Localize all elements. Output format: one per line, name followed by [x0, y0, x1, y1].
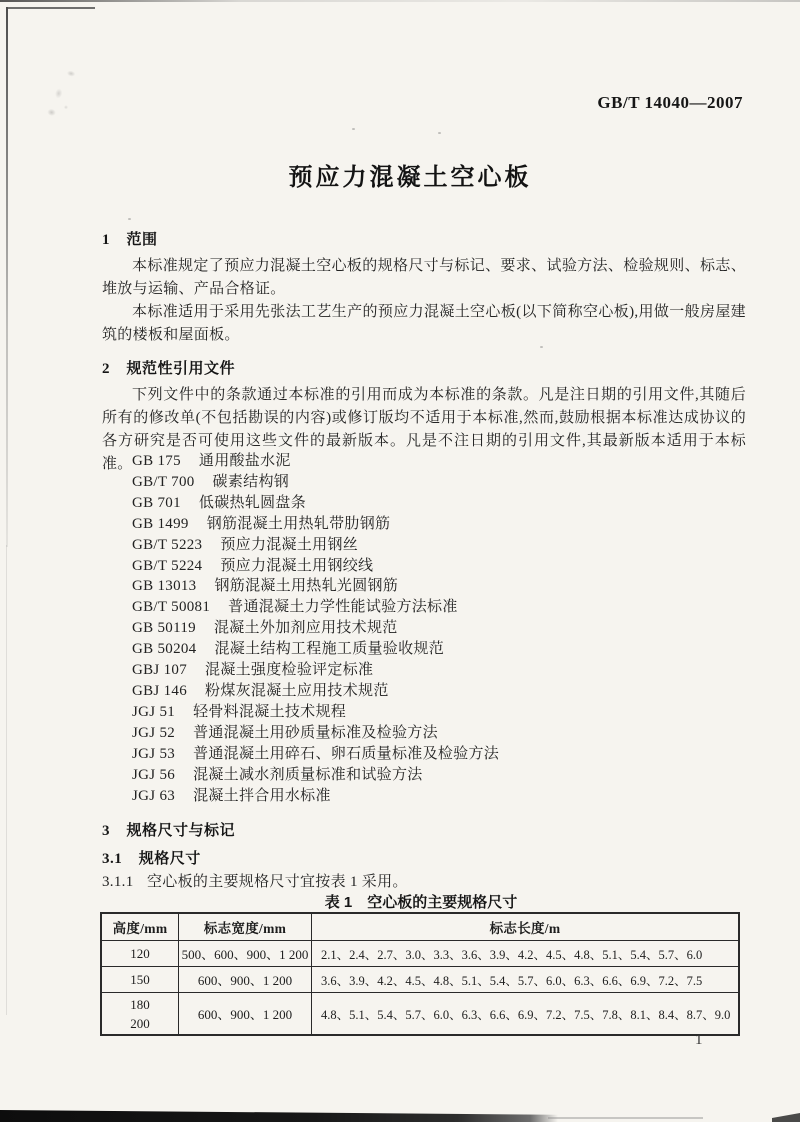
reference-title: 钢筋混凝土用热轧带肋钢筋: [206, 515, 391, 532]
cell-width: 500、600、900、1 200: [179, 941, 312, 967]
reference-title: 预应力混凝土用钢丝: [220, 536, 359, 553]
section-3-title: 规格尺寸与标记: [126, 822, 236, 839]
table-1-caption-text: 空心板的主要规格尺寸: [367, 894, 518, 911]
reference-code: GB 175: [132, 453, 181, 469]
reference-title: 通用酸盐水泥: [198, 453, 291, 469]
table-row: [101, 967, 739, 993]
column-header-width: 标志宽度/mm: [179, 913, 312, 941]
reference-code: GB/T 700: [132, 473, 195, 490]
cell-height: [101, 993, 179, 1036]
reference-code: GB/T 5223: [132, 536, 203, 553]
cell-length: 3.6、3.9、4.2、4.5、4.8、5.1、5.4、5.7、6.0、6.3、6.6、6.9、7.2、7.5: [312, 967, 740, 993]
section-3-1-number: 3.1: [102, 851, 123, 867]
clause-3-1-1: [102, 870, 746, 891]
scan-top-edge-artifact: [0, 0, 800, 2]
column-header-length: 标志长度/m: [312, 913, 740, 941]
scan-speck: [438, 132, 441, 134]
clause-3-1-1-number: 3.1.1: [102, 874, 134, 890]
section-2-heading: [102, 357, 235, 378]
reference-code: GB 50204: [132, 641, 197, 658]
reference-code: GB/T 50081: [132, 599, 211, 616]
reference-item: [132, 618, 732, 639]
clause-3-1-1-text: 空心板的主要规格尺寸宜按表 1 采用。: [147, 874, 408, 890]
reference-code: JGJ 53: [132, 745, 176, 762]
reference-code: GB 1499: [132, 515, 189, 532]
cell-height: [101, 941, 179, 967]
reference-item: [132, 472, 732, 493]
section-3-1-heading: [102, 847, 201, 868]
reference-item: [132, 639, 732, 660]
reference-code: JGJ 56: [132, 766, 176, 783]
height-value: 150: [130, 972, 150, 987]
section-1-number: 1: [102, 232, 110, 248]
reference-code: GBJ 107: [132, 662, 188, 679]
reference-title: 轻骨料混凝土技术规程: [193, 703, 347, 720]
table1-body: [101, 941, 739, 1036]
reference-item: [132, 723, 732, 744]
references-list: [132, 451, 732, 806]
table-header-row: [101, 913, 739, 941]
scan-smudge-artifact: [39, 62, 82, 133]
section-1-heading: [102, 228, 158, 249]
reference-title: 普通混凝土用砂质量标准及检验方法: [193, 724, 438, 741]
reference-title: 普通混凝土力学性能试验方法标准: [228, 599, 458, 616]
reference-item: [132, 786, 732, 807]
reference-item: [132, 535, 732, 556]
reference-code: GBJ 146: [132, 682, 188, 699]
reference-code: GB 50119: [132, 620, 196, 637]
scan-speck: [352, 128, 355, 130]
scan-corner-line-vertical: [6, 7, 8, 547]
reference-item: [132, 744, 732, 765]
scan-corner-line-horizontal: [7, 7, 95, 9]
reference-code: JGJ 51: [132, 703, 176, 720]
reference-title: 粉煤灰混凝土应用技术规范: [205, 682, 389, 699]
scan-bottom-band-artifact: [0, 1110, 558, 1122]
reference-item: [132, 451, 732, 472]
page-number: 1: [695, 1032, 703, 1048]
scope-paragraph-2: 本标准适用于采用先张法工艺生产的预应力混凝土空心板(以下简称空心板),用做一般房屋建筑的楼板和屋面板。: [102, 304, 746, 343]
table-row: [101, 941, 739, 967]
cell-width: 600、900、1 200: [179, 967, 312, 993]
reference-title: 混凝土拌合用水标准: [193, 787, 331, 804]
section-3-number: 3: [102, 823, 110, 839]
reference-title: 低碳热轧圆盘条: [198, 494, 306, 511]
section-1-title: 范围: [126, 231, 158, 248]
cell-height: [101, 967, 179, 993]
section-3-heading: [102, 819, 235, 840]
reference-title: 钢筋混凝土用热轧光圆钢筋: [214, 578, 399, 595]
cell-length: 2.1、2.4、2.7、3.0、3.3、3.6、3.9、4.2、4.5、4.8、5.1、5.4、5.7、6.0: [312, 941, 740, 967]
cell-width: 600、900、1 200: [179, 993, 312, 1036]
table-row: [101, 993, 739, 1036]
column-header-height: 高度/mm: [101, 913, 179, 941]
reference-title: 混凝土减水剂质量标准和试验方法: [193, 766, 423, 783]
reference-title: 混凝土强度检验评定标准: [205, 662, 374, 679]
scan-bottom-line-artifact: [548, 1117, 703, 1119]
table-1-specifications: [100, 912, 740, 1036]
table-1-caption: [102, 891, 740, 912]
reference-item: [132, 514, 732, 535]
reference-item: [132, 765, 732, 786]
reference-code: GB/T 5224: [132, 557, 203, 574]
reference-item: [132, 681, 732, 702]
reference-item: [132, 556, 732, 577]
table-1-caption-label: 表 1: [324, 894, 353, 911]
standard-number: GB/T 14040—2007: [597, 93, 743, 112]
references-intro-paragraph: 下列文件中的条款通过本标准的引用而成为本标准的条款。凡是注日期的引用文件,其随后所有的修改单(不包括勘误的内容)或修订版均不适用于本标准,然而,鼓励根据本标准达成协议的各方研究是否可使用这些文件的最新版本。凡是不注日期的引用文件,其最新版本适用于本标准。: [102, 387, 746, 472]
reference-item: [132, 493, 732, 514]
height-value: 200: [130, 1015, 150, 1031]
document-title: 预应力混凝土空心板: [288, 164, 532, 191]
reference-code: GB 701: [132, 494, 181, 511]
reference-title: 预应力混凝土用钢绞线: [220, 557, 374, 574]
reference-item: [132, 702, 732, 723]
reference-code: GB 13013: [132, 578, 197, 595]
scan-left-edge-artifact: [6, 545, 7, 1015]
reference-item: [132, 660, 732, 681]
scan-bottom-right-artifact: [772, 1113, 800, 1122]
section-3-1-title: 规格尺寸: [138, 850, 201, 867]
scan-speck: [128, 218, 131, 220]
reference-title: 混凝土结构工程施工质量验收规范: [214, 641, 445, 658]
scope-paragraph-1: 本标准规定了预应力混凝土空心板的规格尺寸与标记、要求、试验方法、检验规则、标志、堆放与运输、产品合格证。: [102, 258, 746, 297]
cell-length: 4.8、5.1、5.4、5.7、6.0、6.3、6.6、6.9、7.2、7.5、7.8、8.1、8.4、8.7、9.0: [312, 993, 740, 1036]
section-2-title: 规范性引用文件: [126, 360, 236, 377]
reference-code: JGJ 52: [132, 724, 176, 741]
reference-item: [132, 597, 732, 618]
reference-item: [132, 576, 732, 597]
height-value: 180: [130, 996, 150, 1012]
height-value: 120: [130, 946, 150, 961]
reference-title: 普通混凝土用碎石、卵石质量标准及检验方法: [193, 745, 500, 762]
section-2-number: 2: [102, 361, 110, 377]
reference-title: 碳素结构钢: [212, 473, 290, 490]
reference-code: JGJ 63: [132, 787, 176, 804]
reference-title: 混凝土外加剂应用技术规范: [213, 620, 398, 637]
